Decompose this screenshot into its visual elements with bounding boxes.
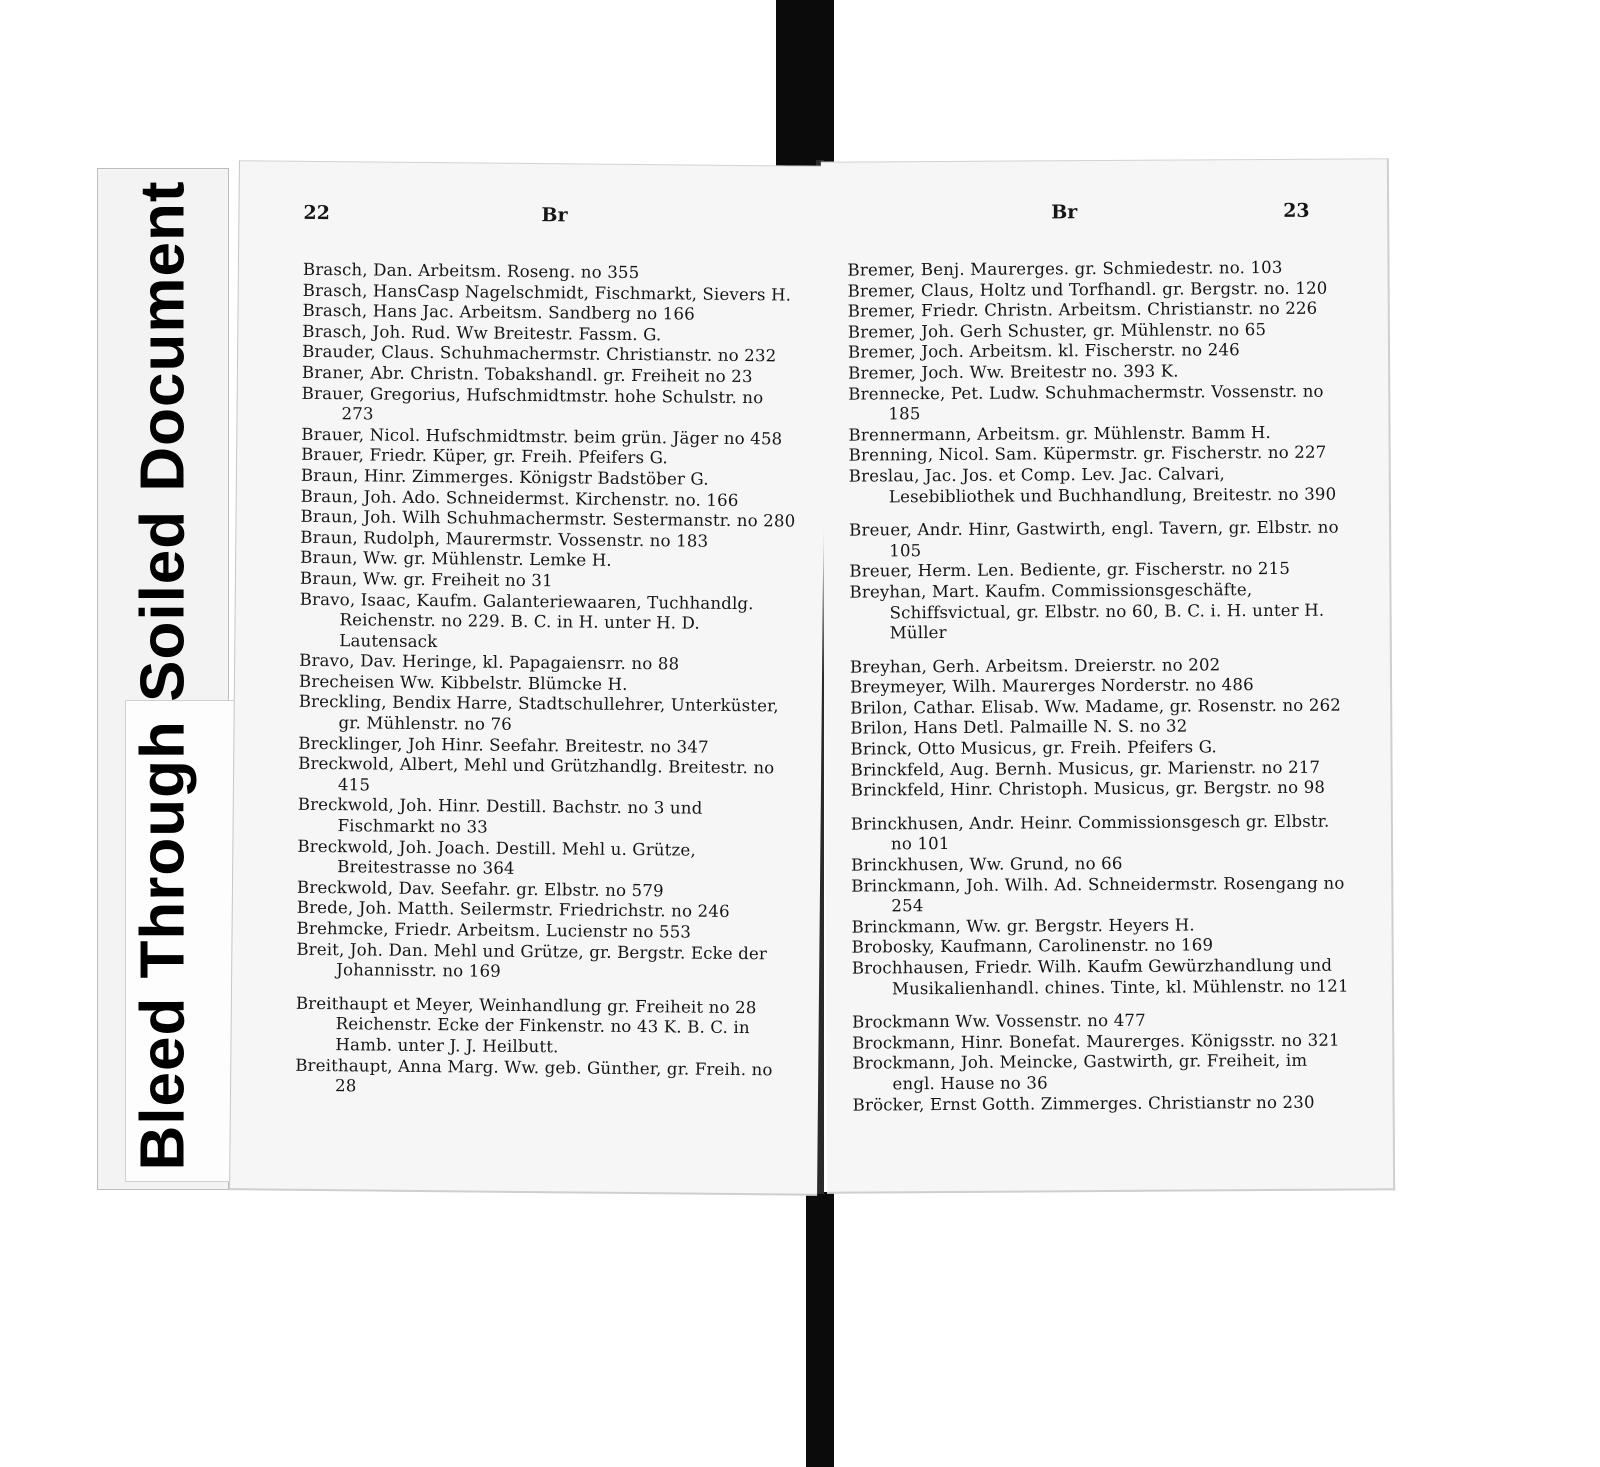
directory-entry: Breckling, Bendix Harre, Stadtschullehrer, Unterküster, gr. Mühlenstr. no 76 [298,692,779,734]
directory-entry: Brede, Joh. Matth. Seilermstr. Friedrichstr. no 246 [296,898,730,922]
directory-entry: Brochhausen, Friedr. Wilh. Kaufm Gewürzhandlung und Musikalienhandl. chines. Tinte, kl. Mühlenstr. no 121 [851,955,1349,998]
directory-entry: Brauder, Claus. Schuhmachermstr. Christianstr. no 232 [302,342,777,366]
running-head-right: Br [1051,201,1078,224]
directory-entry: Bravo, Isaac, Kaufm. Galanteriewaaren, Tuchhandlg. Reichenstr. no 229. B. C. in H. unter H. D. Lautensack [299,589,754,651]
directory-entry: Bremer, Joh. Gerh Schuster, gr. Mühlenstr. no 65 [847,319,1267,342]
directory-entry: Braun, Ww. gr. Mühlenstr. Lemke H. [300,548,612,571]
directory-entry: Brecheisen Ww. Kibbelstr. Blümcke H. [298,671,628,694]
left-page [229,160,827,1196]
directory-entry: Brinck, Otto Musicus, gr. Freih. Pfeifers G. [850,737,1218,759]
directory-entry: Braun, Ww. gr. Freiheit no 31 [299,568,553,591]
directory-entry: Breyhan, Mart. Kaufm. Commissionsgeschäfte, Schiffsvictual, gr. Elbstr. no 60, B. C. i. H. unter H. Müller [849,580,1325,643]
running-head-left: Br [541,204,568,227]
banner-label [108,180,218,1170]
directory-entry: Brehmcke, Friedr. Arbeitsm. Lucienstr no 553 [296,918,692,942]
directory-entry: Brinckmann, Joh. Wilh. Ad. Schneidermstr. Rosengang no 254 [851,873,1345,916]
directory-entry: Brasch, Dan. Arbeitsm. Roseng. no 355 [302,259,640,283]
directory-entry: Brasch, Hans Jac. Arbeitsm. Sandberg no 166 [302,301,695,324]
directory-entry: Breckwold, Albert, Mehl und Grützhandlg. Breitestr. no 415 [298,754,775,795]
directory-entry: Brauer, Friedr. Küper, gr. Freih. Pfeifers G. [301,445,668,468]
page-number-right: 23 [1283,199,1310,222]
directory-entry: Bremer, Joch. Arbeitsm. kl. Fischerstr. no 246 [847,340,1240,362]
directory-entry: Braun, Hinr. Zimmerges. Königstr Badstöber G. [300,465,709,489]
directory-entry: Bröcker, Ernst Gotth. Zimmerges. Christianstr no 230 [852,1092,1315,1115]
directory-entry: Brinckhusen, Andr. Heinr. Commissionsgesch gr. Elbstr. no 101 [850,811,1330,854]
directory-entry: Breit, Joh. Dan. Mehl und Grütze, gr. Bergstr. Ecke der Johannisstr. no 169 [296,939,768,981]
directory-entry: Breyhan, Gerh. Arbeitsm. Dreierstr. no 202 [849,655,1221,677]
directory-entry: Breslau, Jac. Jos. et Comp. Lev. Jac. Calvari, Lesebibliothek und Buchhandlung, Breitestr. no 390 [848,464,1337,506]
directory-entry: Brennecke, Pet. Ludw. Schuhmachermstr. Vossenstr. no 185 [848,381,1324,424]
directory-entry: Breithaupt et Meyer, Weinhandlung gr. Freiheit no 28 Reichenstr. Ecke der Finkenstr. no 43 K. B. C. in Hamb. unter J. J. Heilbutt. [295,993,757,1057]
directory-entry: Brockmann, Joh. Meincke, Gastwirth, gr. Freiheit, im engl. Hause no 36 [852,1051,1308,1094]
directory-entry: Brennermann, Arbeitsm. gr. Mühlenstr. Bamm H. [848,422,1271,445]
directory-entry: Brinckfeld, Aug. Bernh. Musicus, gr. Marienstr. no 217 [850,757,1321,780]
directory-entry: Brilon, Cathar. Elisab. Ww. Madame, gr. Rosenstr. no 262 [850,695,1342,718]
directory-entry: Bremer, Friedr. Christn. Arbeitsm. Christianstr. no 226 [847,298,1318,321]
directory-entry: Breckwold, Joh. Hinr. Destill. Bachstr. no 3 und Fischmarkt no 33 [297,795,703,837]
directory-entry: Braun, Joh. Ado. Schneidermst. Kirchenstr. no. 166 [300,486,739,510]
directory-entry: Brasch, HansCasp Nagelschmidt, Fischmarkt, Sievers H. [302,280,792,305]
directory-entry: Brilon, Hans Detl. Palmaille N. S. no 32 [850,716,1188,739]
directory-entry: Brasch, Joh. Rud. Ww Breitestr. Fassm. G. [302,321,662,345]
directory-entry: Brecklinger, Joh Hinr. Seefahr. Breitestr. no 347 [298,733,709,757]
black-binding-strap-top [776,0,834,168]
directory-entry: Breuer, Andr. Hinr, Gastwirth, engl. Tavern, gr. Elbstr. no 105 [849,517,1339,561]
directory-entry: Brauer, Gregorius, Hufschmidtmstr. hohe Schulstr. no 273 [301,383,764,424]
page-number-left: 22 [303,201,331,225]
directory-entry: Braner, Abr. Christn. Tobakshandl. gr. Freiheit no 23 [301,362,753,387]
directory-entry: Breuer, Herm. Len. Bediente, gr. Fischerstr. no 215 [849,559,1291,581]
directory-entry: Brauer, Nicol. Hufschmidtmstr. beim grün. Jäger no 458 [301,424,783,449]
directory-entry: Braun, Joh. Wilh Schuhmachermstr. Sestermanstr. no 280 [300,506,796,531]
directory-entry: Bremer, Benj. Maurerges. gr. Schmiedestr. no. 103 [847,257,1283,280]
directory-entry: Brinckhusen, Ww. Grund, no 66 [851,853,1123,875]
directory-entry: Brockmann, Hinr. Bonefat. Maurerges. Königsstr. no 321 [852,1030,1340,1053]
banner-text: Bleed Through Soiled Document [128,179,198,1171]
directory-entry: Breithaupt, Anna Marg. Ww. geb. Günther, gr. Freih. no 28 [295,1055,773,1096]
directory-entry: Bremer, Claus, Holtz und Torfhandl. gr. Bergstr. no. 120 [847,278,1328,301]
directory-entry: Breymeyer, Wilh. Maurerges Norderstr. no 486 [850,675,1254,697]
directory-entry: Brenning, Nicol. Sam. Küpermstr. gr. Fischerstr. no 227 [848,443,1327,465]
directory-entry: Brobosky, Kaufmann, Carolinenstr. no 169 [851,935,1214,957]
directory-entry: Braun, Rudolph, Maurermstr. Vossenstr. no 183 [300,527,709,551]
directory-entry: Bravo, Dav. Heringe, kl. Papagaiensrr. no 88 [299,651,680,674]
directory-entry: Brinckmann, Ww. gr. Bergstr. Heyers H. [851,915,1195,937]
directory-entry: Brinckfeld, Hinr. Christoph. Musicus, gr. Bergstr. no 98 [850,777,1326,800]
directory-entry: Brockmann Ww. Vossenstr. no 477 [852,1010,1146,1032]
right-entry-list [847,258,1352,1116]
right-page [821,158,1395,1193]
directory-entry: Breckwold, Dav. Seefahr. gr. Elbstr. no 579 [296,877,664,901]
directory-entry: Bremer, Joch. Ww. Breitestr no. 393 K. [848,361,1179,383]
left-entry-list [295,260,800,1101]
black-binding-strap-bottom [806,1192,834,1467]
directory-entry: Breckwold, Joh. Joach. Destill. Mehl u. Grütze, Breitestrasse no 364 [297,836,696,879]
